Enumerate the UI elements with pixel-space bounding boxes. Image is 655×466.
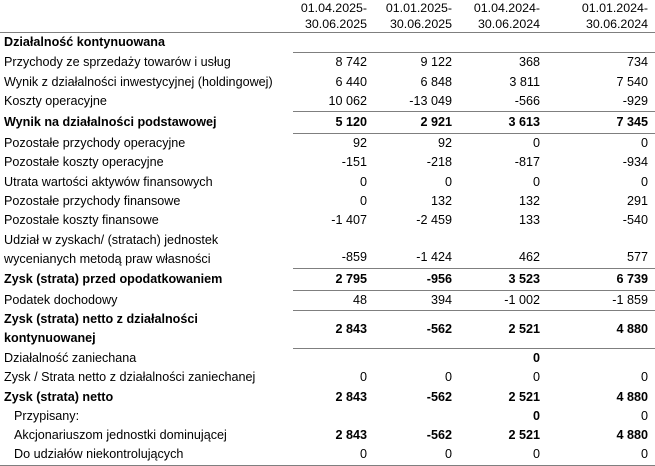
header-line-1: 01.01.2025- [385,1,452,15]
row-value-2: -218 [426,155,452,170]
row-value-3: 0 [532,408,540,423]
header-line-1: 01.01.2024- [581,1,648,15]
table-row [0,53,655,73]
row-label: Akcjonariuszom jednostki dominującej [14,428,227,443]
row-value-1: -151 [341,155,367,170]
row-value-1: 8 742 [335,55,367,70]
row-value-4 [547,33,655,53]
table-row [0,290,655,310]
row-value-2: 132 [430,194,452,209]
table-row-total [0,112,655,134]
row-label: Pozostałe koszty finansowe [4,213,159,228]
row-value-1: 5 120 [293,112,374,134]
row-value-2 [374,33,459,53]
column-header-period-2 [374,0,459,32]
header-line-1: 01.04.2025- [300,1,367,15]
table-header [0,0,655,33]
row-label: Zysk (strata) netto [4,389,114,404]
table-row [0,348,655,368]
row-value-1: 0 [359,194,367,209]
row-value-1: 2 843 [335,428,367,443]
row-value-4: 6 739 [547,268,655,290]
row-value-3: 3 523 [459,268,547,290]
row-value-4: -540 [622,213,648,228]
header-line-2: 30.06.2025 [389,17,452,31]
bottom-rule [0,465,655,466]
row-label: Udział w zyskach/ (stratach) jednostek wycenianych metodą praw własności [4,233,219,266]
table-row [0,173,655,192]
table-row-total [0,310,655,348]
row-value-3: 0 [532,447,540,462]
row-label: Pozostałe przychody finansowe [4,194,181,209]
row-value-2 [374,348,459,368]
table-row-total [0,268,655,290]
row-value-4: 577 [547,231,655,269]
row-value-3: 0 [532,136,540,151]
row-value-1: 0 [359,447,367,462]
table-bottom-rule [0,465,655,466]
header-line-1: 01.04.2024- [473,1,540,15]
row-value-1: -859 [293,231,374,269]
row-value-1 [293,33,374,53]
row-value-3: 368 [518,55,540,70]
row-value-4: 7 345 [547,112,655,134]
row-value-3: -1 002 [459,290,547,310]
row-value-1: 92 [352,136,367,151]
row-label: Zysk / Strata netto z działalności zaniechanej [4,370,256,385]
row-label: Działalność zaniechana [4,350,137,365]
row-value-3: 462 [459,231,547,269]
row-value-3: -566 [459,92,547,112]
table-row [0,426,655,445]
row-label: Wynik z działalności inwestycyjnej (holdingowej) [4,74,273,89]
row-value-1: 48 [293,290,374,310]
column-header-period-3 [459,0,547,32]
row-value-1: 10 062 [293,92,374,112]
row-label: Przychody ze sprzedaży towarów i usług [4,55,231,70]
row-value-3: 0 [532,350,540,365]
row-value-1: 2 843 [335,389,367,404]
row-value-4: 4 880 [616,389,648,404]
row-label: Wynik na działalności podstawowej [4,115,217,130]
row-value-1: 6 440 [335,74,367,89]
table-row [0,73,655,92]
row-value-4: -934 [622,155,648,170]
row-value-1 [293,407,374,426]
row-value-2: -13 049 [374,92,459,112]
row-value-1: 2 795 [293,268,374,290]
row-value-4: 4 880 [547,310,655,348]
row-label: Przypisany: [14,408,80,423]
table-row [0,192,655,211]
row-value-2: -1 424 [374,231,459,269]
row-value-2: -562 [426,389,452,404]
row-value-1: 2 843 [293,310,374,348]
row-value-2: -956 [374,268,459,290]
row-value-3: 2 521 [508,389,540,404]
row-value-4: 734 [626,55,648,70]
header-line-2: 30.06.2025 [304,17,367,31]
column-header-period-1 [293,0,374,32]
row-label: Podatek dochodowy [4,292,118,307]
row-label: Działalność kontynuowana [4,35,165,50]
table-row [0,33,655,53]
row-value-4: 291 [626,194,648,209]
row-value-4: -1 859 [547,290,655,310]
row-value-2: 0 [444,447,452,462]
table-row [0,134,655,154]
row-label: Do udziałów niekontrolujących [14,447,184,462]
table-row [0,92,655,112]
row-value-4: 0 [640,174,648,189]
row-value-4 [547,348,655,368]
row-value-2: 2 921 [374,112,459,134]
row-value-3: 0 [532,174,540,189]
header-line-2: 30.06.2024 [585,17,648,31]
table-row [0,153,655,172]
row-value-4: 0 [640,370,648,385]
row-value-2: 6 848 [420,74,452,89]
row-value-1: 0 [359,370,367,385]
row-label: Pozostałe koszty operacyjne [4,155,164,170]
row-value-2: 394 [374,290,459,310]
row-value-1 [293,348,374,368]
row-value-2: 9 122 [420,55,452,70]
header-row [0,0,655,32]
table-row [0,231,655,269]
column-header-period-4 [547,0,655,32]
row-value-2: 92 [437,136,452,151]
row-value-2 [374,407,459,426]
row-value-1: 0 [359,174,367,189]
table-row [0,445,655,464]
row-label: Zysk (strata) przed opodatkowaniem [4,271,223,286]
row-value-3 [459,33,547,53]
row-value-3: 0 [532,370,540,385]
table-row [0,368,655,387]
row-value-2: -562 [426,428,452,443]
row-value-4: 7 540 [616,74,648,89]
row-value-2: -2 459 [416,213,452,228]
row-label: Utrata wartości aktywów finansowych [4,174,213,189]
row-value-3: 133 [518,213,540,228]
row-value-3: 3 811 [509,74,540,89]
row-value-4: 0 [640,408,648,423]
table-row [0,407,655,426]
row-value-4: -929 [547,92,655,112]
row-value-2: -562 [374,310,459,348]
row-value-4: 4 880 [616,428,648,443]
table-row [0,211,655,230]
row-value-3: 2 521 [459,310,547,348]
table-row-total [0,388,655,407]
row-label: Koszty operacyjne [4,94,107,109]
row-value-3: 3 613 [459,112,547,134]
row-value-2: 0 [444,370,452,385]
row-label: Pozostałe przychody operacyjne [4,135,186,150]
header-label-column [0,0,293,32]
row-label: Zysk (strata) netto z działalności kontynuowanej [4,312,198,346]
row-value-3: -817 [514,155,540,170]
row-value-2: 0 [444,174,452,189]
row-value-1: -1 407 [331,213,367,228]
row-value-4: 0 [640,447,648,462]
table-body [0,33,655,466]
row-value-3: 132 [518,194,540,209]
row-value-4: 0 [640,136,648,151]
header-line-2: 30.06.2024 [477,17,540,31]
row-value-3: 2 521 [508,428,540,443]
